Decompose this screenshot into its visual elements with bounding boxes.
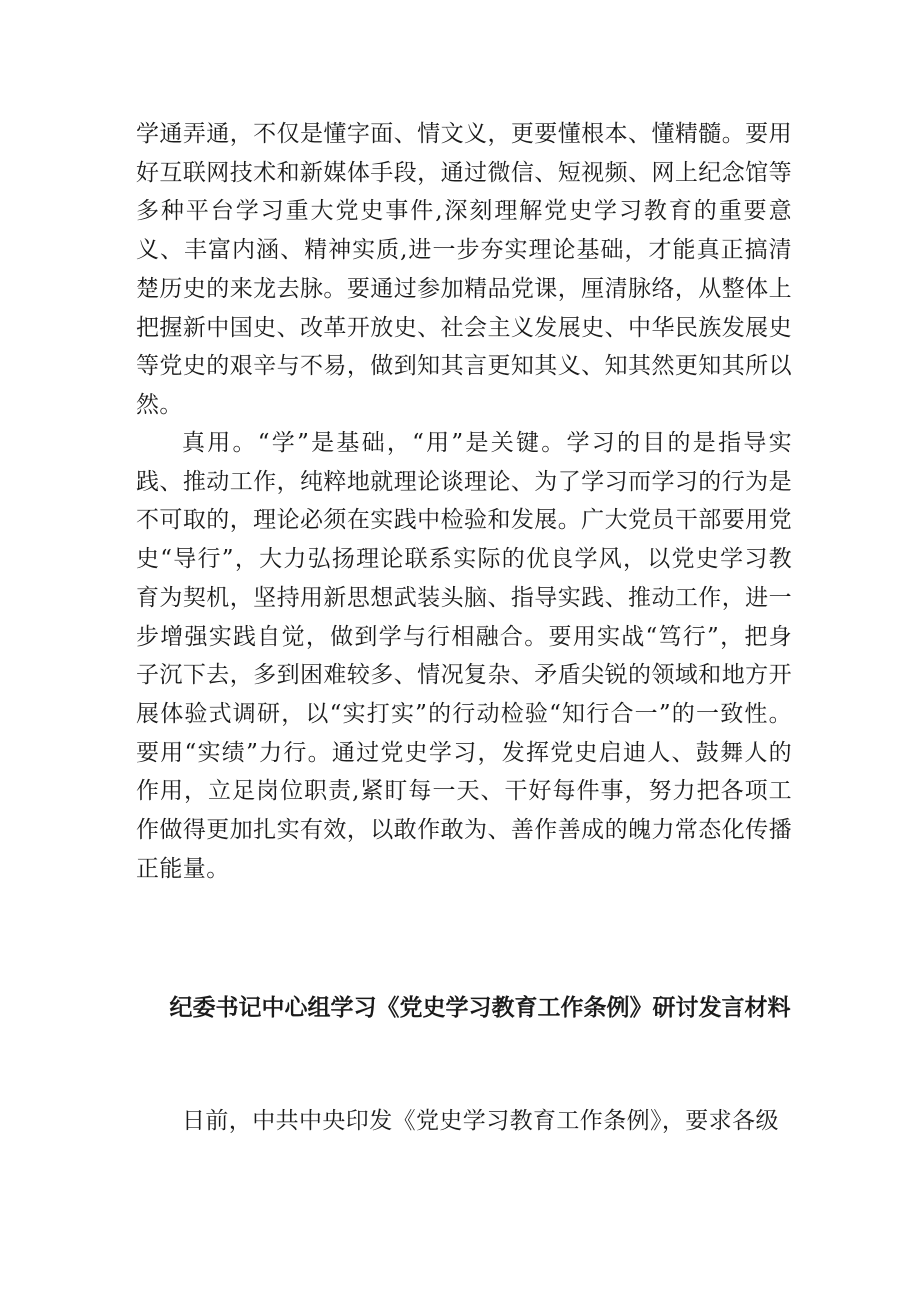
body-paragraph-1: 学通弄通，不仅是懂字面、情文义，更要懂根本、懂精髓。要用好互联网技术和新媒体手段，通过微信、短视频、网上纪念馆等多种平台学习重大党史事件,深刻理解党史学习教育的重要意义、丰富内涵、精神实质,进一步夯实理论基础，才能真正搞清楚历史的来龙去脉。要通过参加精品党课，厘清脉络，从整体上把握新中国史、改革开放史、社会主义发展史、中华民族发展史等党史的艰辛与不易，做到知其言更知其义、知其然更知其所以然。 [136, 121, 792, 418]
body-paragraph-3: 日前，中共中央印发《党史学习教育工作条例》，要求各级 [182, 1108, 779, 1134]
section-title: 纪委书记中心组学习《党史学习教育工作条例》研讨发言材料 [169, 995, 791, 1021]
body-paragraph-2: 真用。“学”是基础，“用”是关键。学习的目的是指导实践、推动工作，纯粹地就理论谈理论、为了学习而学习的行为是不可取的，理论必须在实践中检验和发展。广大党员干部要用党史“导行”，大力弘扬理论联系实际的优良学风，以党史学习教育为契机，坚持用新思想武装头脑、指导实践、推动工作，进一步增强实践自觉，做到学与行相融合。要用实战“笃行”，把身子沉下去，多到困难较多、情况复杂、矛盾尖锐的领域和地方开展体验式调研，以“实打实”的行动检验“知行合一”的一致性。要用“实绩”力行。通过党史学习，发挥党史启迪人、鼓舞人的作用，立足岗位职责,紧盯每一天、干好每件事，努力把各项工作做得更加扎实有效，以敢作敢为、善作善成的魄力常态化传播正能量。 [136, 430, 792, 882]
